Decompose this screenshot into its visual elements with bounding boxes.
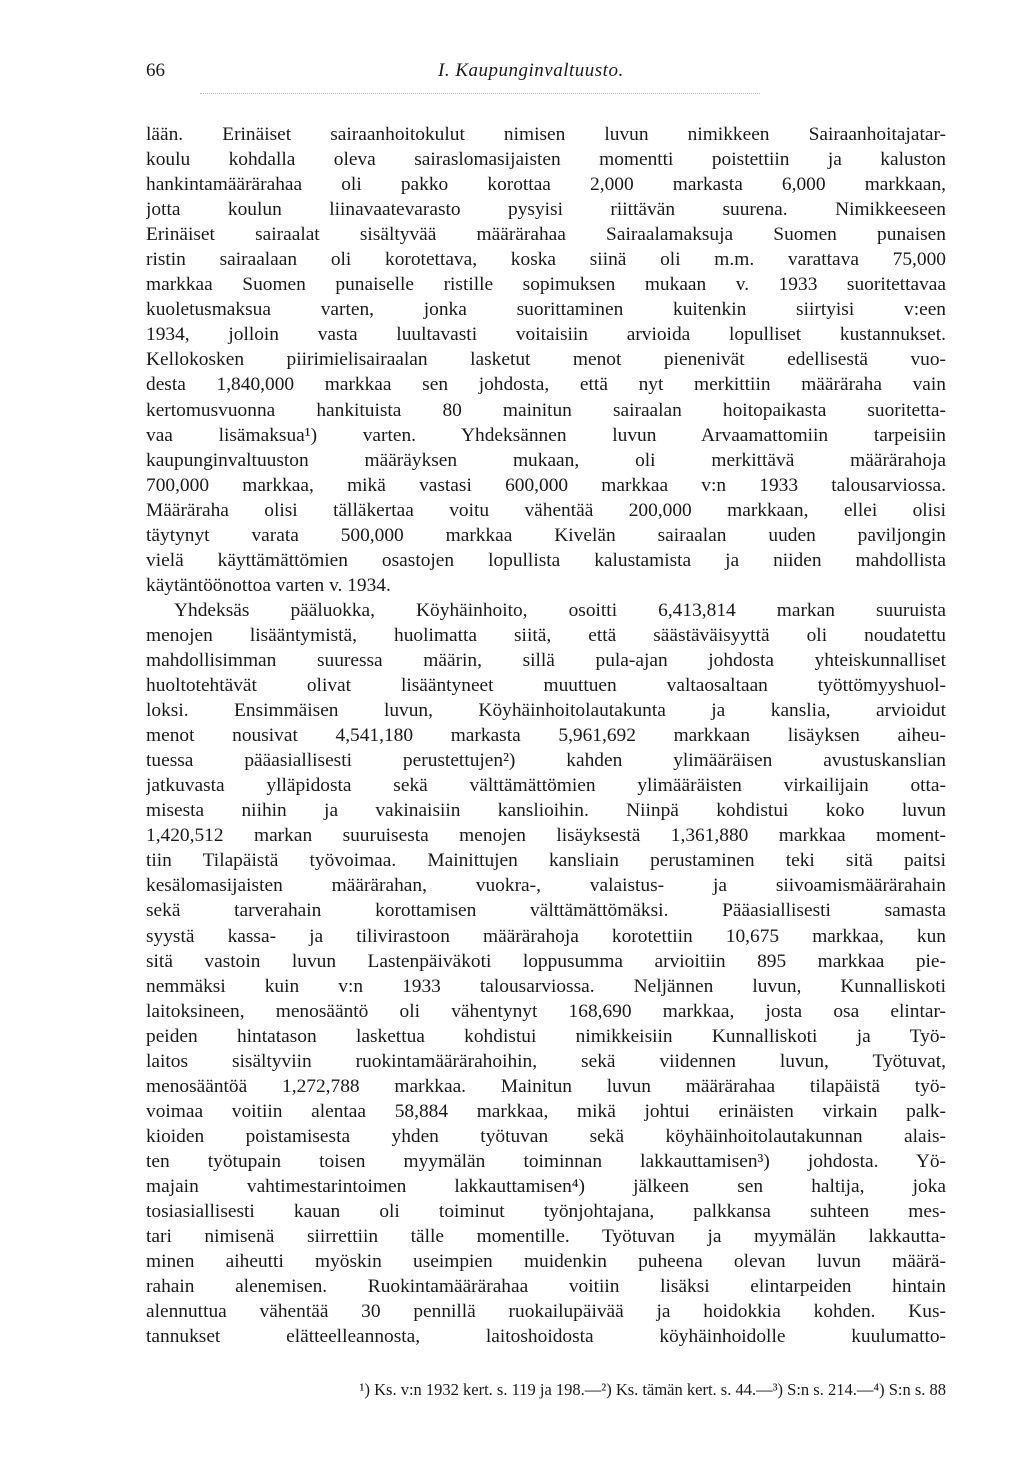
text-line: mahdollisimman suuressa määrin, sillä pula-ajan johdosta yhteiskunnalliset xyxy=(146,649,946,671)
text-line: huoltotehtävät olivat lisääntyneet muuttuen valtaosaltaan työttömyyshuol- xyxy=(146,675,946,697)
text-line: vaa lisämaksua¹) varten. Yhdeksännen luvun Arvaamattomiin tarpeisiin xyxy=(146,424,946,446)
text-line: kertomusvuonna hankituista 80 mainitun sairaalan hoitopaikasta suoritetta- xyxy=(146,399,946,421)
page-number: 66 xyxy=(146,60,165,81)
body-text xyxy=(146,122,946,1349)
text-line: loksi. Ensimmäisen luvun, Köyhäinhoitolautakunta ja kanslia, arvioidut xyxy=(146,700,946,722)
text-line: tuessa pääasiallisesti perustettujen²) kahden ylimääräisen avustuskanslian xyxy=(146,750,946,772)
text-line: menot nousivat 4,541,180 markasta 5,961,692 markkaan lisäyksen aiheu- xyxy=(146,725,946,747)
text-line: koulu kohdalla oleva sairaslomasijaisten momentti poistettiin ja kaluston xyxy=(146,149,946,171)
page-header xyxy=(146,60,946,90)
header-rule xyxy=(200,93,760,94)
text-line: voimaa voitiin alentaa 58,884 markkaa, mikä johtui erinäisten virkain palk- xyxy=(146,1100,946,1122)
text-line: kioiden poistamisesta yhden työtuvan sekä köyhäinhoitolautakunnan alais- xyxy=(146,1125,946,1147)
text-line: menojen lisääntymistä, huolimatta siitä, että säästäväisyyttä oli noudatettu xyxy=(146,624,946,646)
text-line: Määräraha olisi tälläkertaa voitu vähentää 200,000 markkaan, ellei olisi xyxy=(146,499,946,521)
text-line: Yhdeksäs pääluokka, Köyhäinhoito, osoitti 6,413,814 markan suuruista xyxy=(174,599,946,621)
text-line: Erinäiset sairaalat sisältyvää määrärahaa Sairaalamaksuja Suomen punaisen xyxy=(146,224,946,246)
text-line: 1,420,512 markan suuruisesta menojen lisäyksestä 1,361,880 markkaa moment- xyxy=(146,825,946,847)
text-line: sitä vastoin luvun Lastenpäiväkoti loppusumma arvioitiin 895 markkaa pie- xyxy=(146,950,946,972)
text-line: markkaa Suomen punaiselle ristille sopimuksen mukaan v. 1933 suoritettavaa xyxy=(146,274,946,296)
running-title: I. Kaupunginvaltuusto. xyxy=(438,60,624,81)
text-line: 700,000 markkaa, mikä vastasi 600,000 markkaa v:n 1933 talousarviossa. xyxy=(146,474,946,496)
text-line: käytäntöönottoa varten v. 1934. xyxy=(146,574,391,596)
text-line: minen aiheutti myöskin useimpien muidenkin puheena olevan luvun määrä- xyxy=(146,1251,946,1273)
text-line: kesälomasijaisten määrärahan, vuokra-, valaistus- ja siivoamismäärärahain xyxy=(146,875,946,897)
text-line: ristin sairaalaan oli korotettava, koska siinä oli m.m. varattava 75,000 xyxy=(146,249,946,271)
text-line: ten työtupain toisen myymälän toiminnan lakkauttamisen³) johdosta. Yö- xyxy=(146,1150,946,1172)
text-line: tari nimisenä siirrettiin tälle momentille. Työtuvan ja myymälän lakkautta- xyxy=(146,1226,946,1248)
text-line: jatkuvasta ylläpidosta sekä välttämättömien ylimääräisten virkailijain otta- xyxy=(146,775,946,797)
text-line: sekä tarverahain korottamisen välttämättömäksi. Pääasiallisesti samasta xyxy=(146,900,946,922)
text-line: jotta koulun liinavaatevarasto pysyisi riittävän suurena. Nimikkeeseen xyxy=(146,199,946,221)
text-line: tannukset elätteelleannosta, laitoshoidosta köyhäinhoidolle kuulumatto- xyxy=(146,1326,946,1348)
text-line: tiin Tilapäistä työvoimaa. Mainittujen kansliain perustaminen teki sitä paitsi xyxy=(146,850,946,872)
text-line: täytynyt varata 500,000 markkaa Kivelän sairaalan uuden paviljongin xyxy=(146,524,946,546)
text-line: misesta niihin ja vakinaisiin kanslioihin. Niinpä kohdistui koko luvun xyxy=(146,800,946,822)
text-line: desta 1,840,000 markkaa sen johdosta, että nyt merkittiin määräraha vain xyxy=(146,374,946,396)
text-line: tosiasiallisesti kauan oli toiminut työnjohtajana, palkkansa suhteen mes- xyxy=(146,1201,946,1223)
text-line: alennuttua vähentää 30 pennillä ruokailupäivää ja hoidokkia kohden. Kus- xyxy=(146,1301,946,1323)
text-line: hankintamäärärahaa oli pakko korottaa 2,000 markasta 6,000 markkaan, xyxy=(146,174,946,196)
text-line: lään. Erinäiset sairaanhoitokulut nimisen luvun nimikkeen Sairaanhoitajatar- xyxy=(146,124,946,145)
text-line: syystä kassa- ja tilivirastoon määrärahoja korotettiin 10,675 markkaa, kun xyxy=(146,925,946,947)
text-line: kuoletusmaksua varten, jonka suorittaminen kuitenkin siirtyisi v:een xyxy=(146,299,946,321)
text-line: laitoksineen, menosääntö oli vähentynyt 168,690 markkaa, josta osa elintar- xyxy=(146,1000,946,1022)
text-line: rahain alenemisen. Ruokintamäärärahaa voitiin lisäksi elintarpeiden hintain xyxy=(146,1276,946,1298)
text-line: Kellokosken piirimielisairaalan lasketut menot pienenivät edellisestä vuo- xyxy=(146,349,946,371)
text-line: majain vahtimestarintoimen lakkauttamisen⁴) jälkeen sen haltija, joka xyxy=(146,1175,946,1197)
text-line: kaupunginvaltuuston määräyksen mukaan, oli merkittävä määrärahoja xyxy=(146,449,946,471)
text-line: nemmäksi kuin v:n 1933 talousarviossa. Neljännen luvun, Kunnalliskoti xyxy=(146,975,946,997)
text-line: peiden hintatason laskettua kohdistui nimikkeisiin Kunnalliskoti ja Työ- xyxy=(146,1025,946,1047)
text-line: menosääntöä 1,272,788 markkaa. Mainitun luvun määrärahaa tilapäistä työ- xyxy=(146,1075,946,1097)
text-line: laitos sisältyviin ruokintamäärärahoihin, sekä viidennen luvun, Työtuvat, xyxy=(146,1050,946,1072)
text-line: 1934, jolloin vasta luultavasti voitaisiin arvioida lopulliset kustannukset. xyxy=(146,324,946,346)
footnote: ¹) Ks. v:n 1932 kert. s. 119 ja 198.—²) Ks. tämän kert. s. 44.—³) S:n s. 214.—⁴) S:n s. 88 xyxy=(359,1380,946,1399)
text-line: vielä käyttämättömien osastojen lopullista kalustamista ja niiden mahdollista xyxy=(146,549,946,571)
